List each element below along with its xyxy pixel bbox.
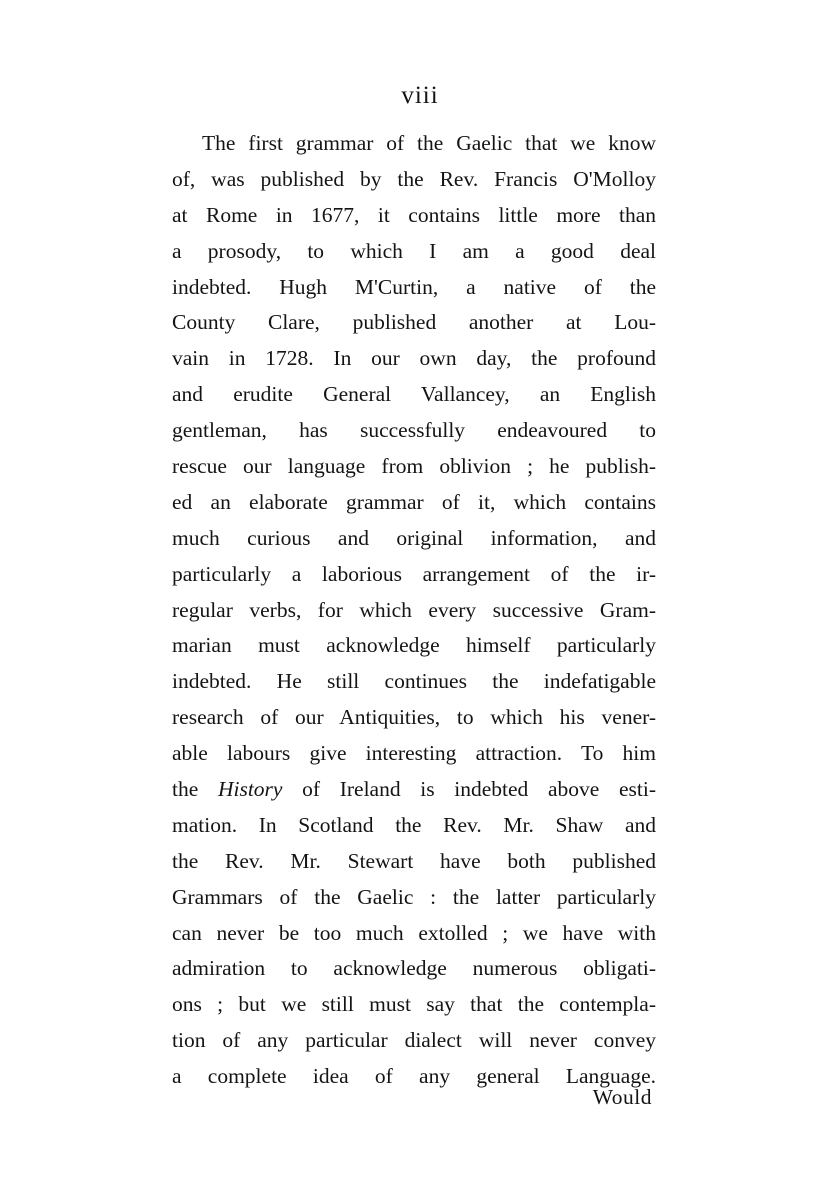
history-italic: History: [217, 777, 283, 802]
text-line-5: indebted. Hugh M'Curtin, a native of the: [172, 274, 656, 299]
text-line-22: Grammars of the Gaelic : the latter particularly: [172, 884, 656, 909]
text-line-26: tion of any particular dialect will never convey: [172, 1028, 656, 1053]
text-line-9: gentleman, has successfully endeavoured to: [172, 418, 656, 443]
text-line-14: regular verbs, for which every successive Gram-: [172, 597, 656, 622]
text-line-20: mation. In Scotland the Rev. Mr. Shaw and: [172, 812, 656, 837]
text-line-4: a prosody, to which I am a good deal: [172, 238, 656, 263]
text-line-2: of, was published by the Rev. Francis O'Molloy: [172, 166, 656, 191]
text-line-17: research of our Antiquities, to which his vener-: [172, 705, 656, 730]
page-number: viii: [401, 82, 439, 109]
text-line-3: at Rome in 1677, it contains little more than: [172, 202, 656, 227]
catchword: Would: [592, 1085, 652, 1109]
text-line-12: much curious and original information, and: [172, 525, 656, 550]
text-line-10: rescue our language from oblivion ; he publish-: [172, 454, 656, 479]
text-line-24: admiration to acknowledge numerous obligati-: [172, 956, 656, 981]
body-text: [172, 126, 656, 1095]
text-line-27: a complete idea of any general Language.: [172, 1064, 656, 1089]
text-line-25: ons ; but we still must say that the contempla-: [172, 992, 656, 1017]
text-line-7: vain in 1728. In our own day, the profound: [172, 346, 656, 371]
text-line-16: indebted. He still continues the indefatigable: [172, 669, 656, 694]
text-line-21: the Rev. Mr. Stewart have both published: [172, 848, 656, 873]
text-line-23: can never be too much extolled ; we have with: [172, 920, 656, 945]
text-line-18: able labours give interesting attraction. To him: [172, 741, 656, 766]
line-19-before: the: [172, 777, 218, 802]
line-19-after: of Ireland is indebted above esti-: [282, 777, 656, 802]
text-line-1: The first grammar of the Gaelic that we know: [202, 131, 656, 155]
text-line-13: particularly a laborious arrangement of the ir-: [172, 561, 656, 586]
text-line-6: County Clare, published another at Lou-: [172, 310, 656, 335]
text-line-15: marian must acknowledge himself particularly: [172, 633, 656, 658]
text-line-11: ed an elaborate grammar of it, which contains: [172, 489, 656, 514]
text-line-8: and erudite General Vallancey, an English: [172, 382, 656, 407]
text-line-19: [172, 772, 656, 808]
